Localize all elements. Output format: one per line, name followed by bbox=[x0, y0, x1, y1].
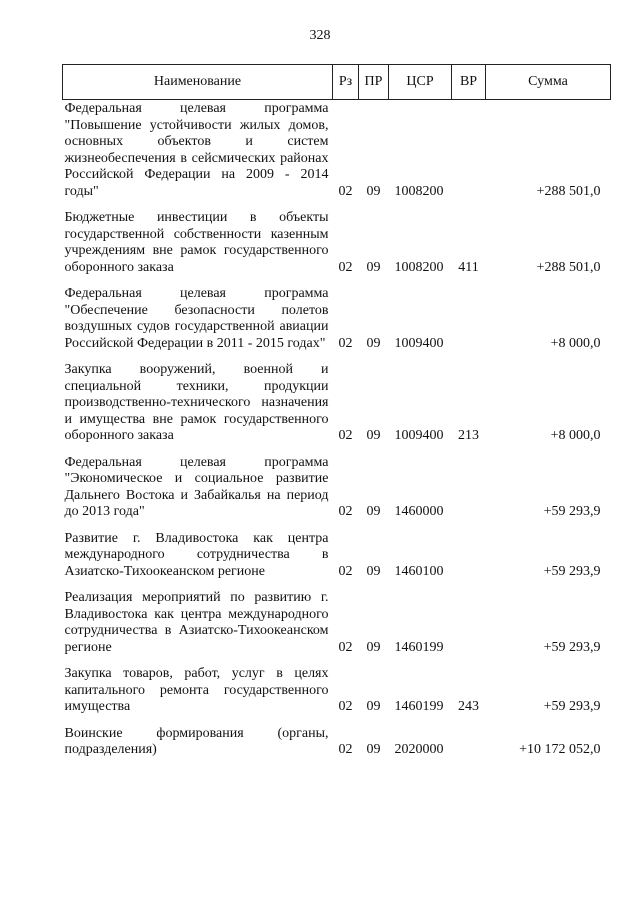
budget-table bbox=[62, 64, 611, 769]
row-sum: +288 501,0 bbox=[536, 183, 601, 199]
row-sum: +288 501,0 bbox=[536, 259, 601, 275]
header-pr: ПР bbox=[359, 65, 389, 100]
table-row bbox=[63, 590, 611, 666]
row-sum: +8 000,0 bbox=[550, 335, 601, 351]
row-rz: 02 bbox=[338, 428, 353, 443]
row-name: Закупка товаров, работ, услуг в целях капитального ремонта государственного имущества bbox=[64, 666, 329, 714]
row-rz: 02 bbox=[338, 259, 353, 275]
row-name: Воинские формирования (органы, подразделения) bbox=[64, 725, 329, 757]
row-name: Закупка вооружений, военной и специальной техники, продукции производственно-технического назначения и имущества вне рамок государственного оборонного заказа bbox=[64, 362, 329, 443]
row-rz: 02 bbox=[338, 504, 353, 519]
row-rz: 02 bbox=[338, 699, 353, 714]
row-vr: 213 bbox=[458, 428, 479, 443]
row-rz: 02 bbox=[338, 335, 353, 351]
row-sum: +59 293,9 bbox=[543, 563, 601, 579]
row-pr: 09 bbox=[366, 699, 381, 714]
row-pr: 09 bbox=[366, 504, 381, 519]
row-csr: 1009400 bbox=[394, 428, 444, 443]
table-row bbox=[63, 455, 611, 531]
row-name: Бюджетные инвестиции в объекты государственной собственности казенным учреждениям вне рамок государственного оборонного заказа bbox=[64, 210, 329, 275]
row-pr: 09 bbox=[366, 639, 381, 655]
table-header bbox=[63, 65, 611, 100]
row-csr: 2020000 bbox=[394, 742, 444, 757]
row-rz: 02 bbox=[338, 639, 353, 655]
row-pr: 09 bbox=[366, 563, 381, 579]
header-vr: ВР bbox=[452, 65, 486, 100]
row-rz: 02 bbox=[338, 742, 353, 757]
row-vr: 411 bbox=[458, 259, 479, 275]
row-csr: 1009400 bbox=[394, 335, 444, 351]
row-vr bbox=[452, 590, 486, 666]
row-name: Федеральная целевая программа "Повышение устойчивости жилых домов, основных объектов и систем жизнеобеспечения в сейсмических районах Российской Федерации на 2009 - 2014 годы" bbox=[64, 101, 329, 199]
table-row bbox=[63, 100, 611, 211]
row-sum: +59 293,9 bbox=[543, 639, 601, 655]
row-name: Реализация мероприятий по развитию г. Владивостока как центра международного сотрудничества в Азиатско-Тихоокеанском регионе bbox=[64, 590, 329, 655]
table-row bbox=[63, 531, 611, 591]
table-body bbox=[63, 100, 611, 769]
row-vr bbox=[452, 455, 486, 531]
row-name: Развитие г. Владивостока как центра международного сотрудничества в Азиатско-Тихоокеанском регионе bbox=[64, 530, 329, 579]
row-csr: 1460199 bbox=[394, 639, 444, 655]
row-vr bbox=[452, 100, 486, 211]
row-vr bbox=[452, 286, 486, 362]
row-vr bbox=[452, 531, 486, 591]
row-pr: 09 bbox=[366, 335, 381, 351]
row-csr: 1460199 bbox=[394, 699, 444, 714]
row-sum: +10 172 052,0 bbox=[519, 742, 601, 757]
row-sum: +8 000,0 bbox=[550, 428, 601, 443]
table-row bbox=[63, 210, 611, 286]
row-name: Федеральная целевая программа "Экономическое и социальное развитие Дальнего Востока и Забайкалья на период до 2013 года" bbox=[64, 454, 329, 519]
row-pr: 09 bbox=[366, 259, 381, 275]
row-csr: 1008200 bbox=[394, 183, 444, 199]
row-vr: 243 bbox=[458, 699, 479, 714]
row-pr: 09 bbox=[366, 742, 381, 757]
row-pr: 09 bbox=[366, 428, 381, 443]
table-row bbox=[63, 362, 611, 455]
row-sum: +59 293,9 bbox=[543, 699, 601, 714]
table-row bbox=[63, 666, 611, 726]
row-sum: +59 293,9 bbox=[543, 504, 601, 519]
page-number: 328 bbox=[309, 28, 331, 43]
row-pr: 09 bbox=[366, 183, 381, 199]
row-csr: 1008200 bbox=[394, 259, 444, 275]
row-rz: 02 bbox=[338, 183, 353, 199]
header-sum: Сумма bbox=[486, 65, 611, 100]
row-name: Федеральная целевая программа "Обеспечение безопасности полетов воздушных судов государственной авиации Российской Федерации в 2011 - 2015 годах" bbox=[64, 286, 329, 351]
table-row bbox=[63, 726, 611, 769]
header-rz: Рз bbox=[333, 65, 359, 100]
table-row bbox=[63, 286, 611, 362]
header-name: Наименование bbox=[63, 65, 333, 100]
row-csr: 1460000 bbox=[394, 504, 444, 519]
row-csr: 1460100 bbox=[394, 563, 444, 579]
row-vr bbox=[452, 726, 486, 769]
header-csr: ЦСР bbox=[389, 65, 452, 100]
row-rz: 02 bbox=[338, 563, 353, 579]
